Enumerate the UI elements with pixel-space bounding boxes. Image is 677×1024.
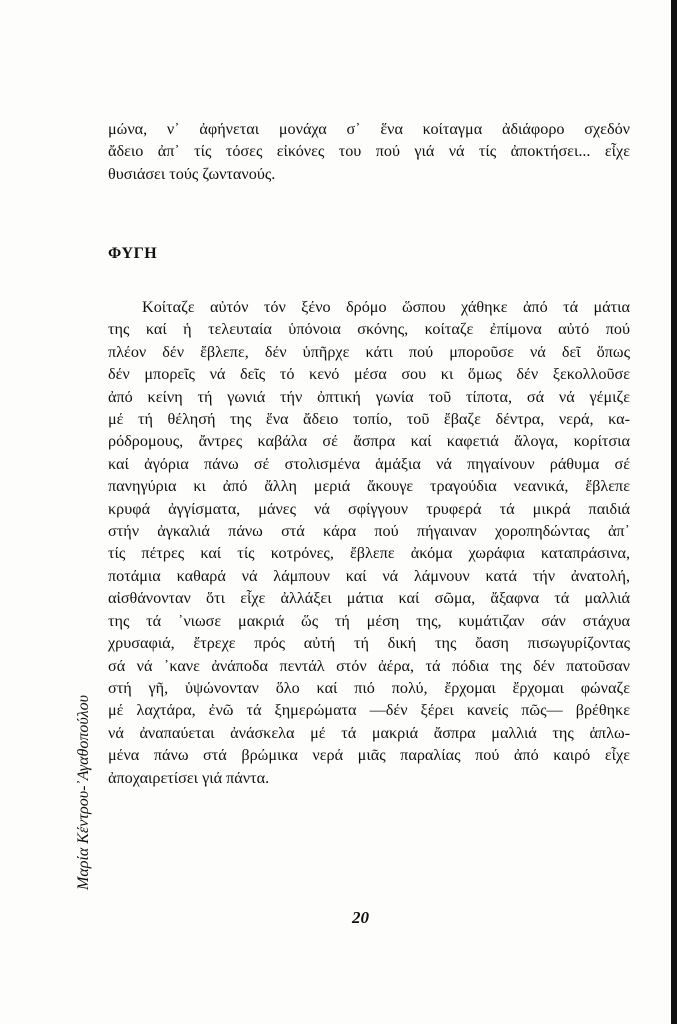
text-line: της καί ἡ τελευταία ὑπόνοια σκόνης, κοίταζε ἐπίμονα αὐτό πού xyxy=(108,320,630,339)
page-number: 20 xyxy=(352,908,369,927)
continuation-paragraph xyxy=(108,118,630,185)
text-line: αἰσθάνονταν ὅτι εἶχε ἀλλάξει μάτια καί σῶμα, ἄξαφνα τά μαλλιά xyxy=(108,589,630,608)
author-running-head: Μαρία Κέντρου-᾿Αγαθοπούλου xyxy=(75,695,92,890)
text-line: πανηγύρια κι ἀπό ἄλλη μεριά ἄκουγε τραγούδια νεανικά, ἔβλεπε xyxy=(108,477,630,496)
text-line: ἀπό κείνη τή γωνιά τήν ὀπτική γωνία τοῦ τίποτα, σά νά γέμιζε xyxy=(108,387,630,406)
text-line: ἀποχαιρετίσει γιά πάντα. xyxy=(108,768,270,787)
text-line: καί ἀγόρια πάνω σέ στολισμένα ἁμάξια νά πηγαίνουν ράθυμα σέ xyxy=(108,454,630,473)
text-line: μέ λαχτάρα, ἐνῶ τά ξημερώματα —δέν ξέρει κανείς πῶς— βρέθηκε xyxy=(108,701,630,720)
text-line: τίς πέτρες καί τίς κοτρόνες, ἔβλεπε ἀκόμα χωράφια καταπράσινα, xyxy=(108,544,630,563)
text-line: ποτάμια καθαρά νά λάμπουν καί νά λάμνουν κατά τήν ἀνατολή, xyxy=(108,566,630,585)
text-line: μέ τή θέλησή της ἕνα ἄδειο τοπίο, τοῦ ἔβαζε δέντρα, νερά, κα- xyxy=(108,410,630,429)
text-line: μένα πάνω στά βρώμικα νερά μιᾶς παραλίας πού ἀπό καιρό εἶχε xyxy=(108,746,630,765)
text-line: πλέον δέν ἔβλεπε, δέν ὑπῆρχε κάτι πού μποροῦσε νά δεῖ ὅπως xyxy=(108,342,630,361)
text-line: στήν ἀγκαλιά πάνω στά κάρα πού πήγαιναν χοροπηδώντας ἀπ᾿ xyxy=(108,522,630,541)
text-line: ἄδειο ἀπ᾿ τίς τόσες εἰκόνες του πού γιά νά τίς ἀποκτήσει... εἶχε xyxy=(108,142,630,161)
text-line: νά ἀναπαύεται ἀνάσκελα μέ τά μακριά ἄσπρα μαλλιά της ἁπλω- xyxy=(108,723,630,742)
text-line: δέν μπορεῖς νά δεῖς τό κενό μέσα σου κι ὅμως δέν ξεκολλοῦσε xyxy=(108,365,630,384)
section-heading: ΦΥΓΗ xyxy=(108,245,158,262)
text-line: κρυφά ἀγγίσματα, μάνες νά σφίγγουν τρυφερά τά μικρά παιδιά xyxy=(108,499,630,518)
text-line: μώνα, ν᾿ ἀφήνεται μονάχα σ᾿ ἕνα κοίταγμα ἀδιάφορο σχεδόν xyxy=(108,120,630,138)
text-line: της τά ᾿νιωσε μακριά ὥς τή μέση της, κυμάτιζαν σάν στάχυα xyxy=(108,611,630,630)
text-line: ρόδρομους, ἄντρες καβάλα σέ ἄσπρα καί καφετιά ἄλογα, κορίτσια xyxy=(108,432,630,451)
text-line: θυσιάσει τούς ζωντανούς. xyxy=(108,164,276,183)
body-paragraph xyxy=(108,296,630,789)
text-line: σά νά ᾿κανε ἀνάποδα πεντάλ στόν ἀέρα, τά πόδια της δέν πατοῦσαν xyxy=(108,656,630,675)
text-line: Κοίταζε αὐτόν τόν ξένο δρόμο ὥσπου χάθηκε ἀπό τά μάτια xyxy=(142,298,630,316)
text-line: χρυσαφιά, ἔτρεχε πρός αὐτή τή δική της ὄαση πισωγυρίζοντας xyxy=(108,634,630,653)
text-line: στή γῆ, ὑψώνονταν ὅλο καί πιό πολύ, ἔρχομαι ἔρχομαι φώναζε xyxy=(108,678,630,697)
